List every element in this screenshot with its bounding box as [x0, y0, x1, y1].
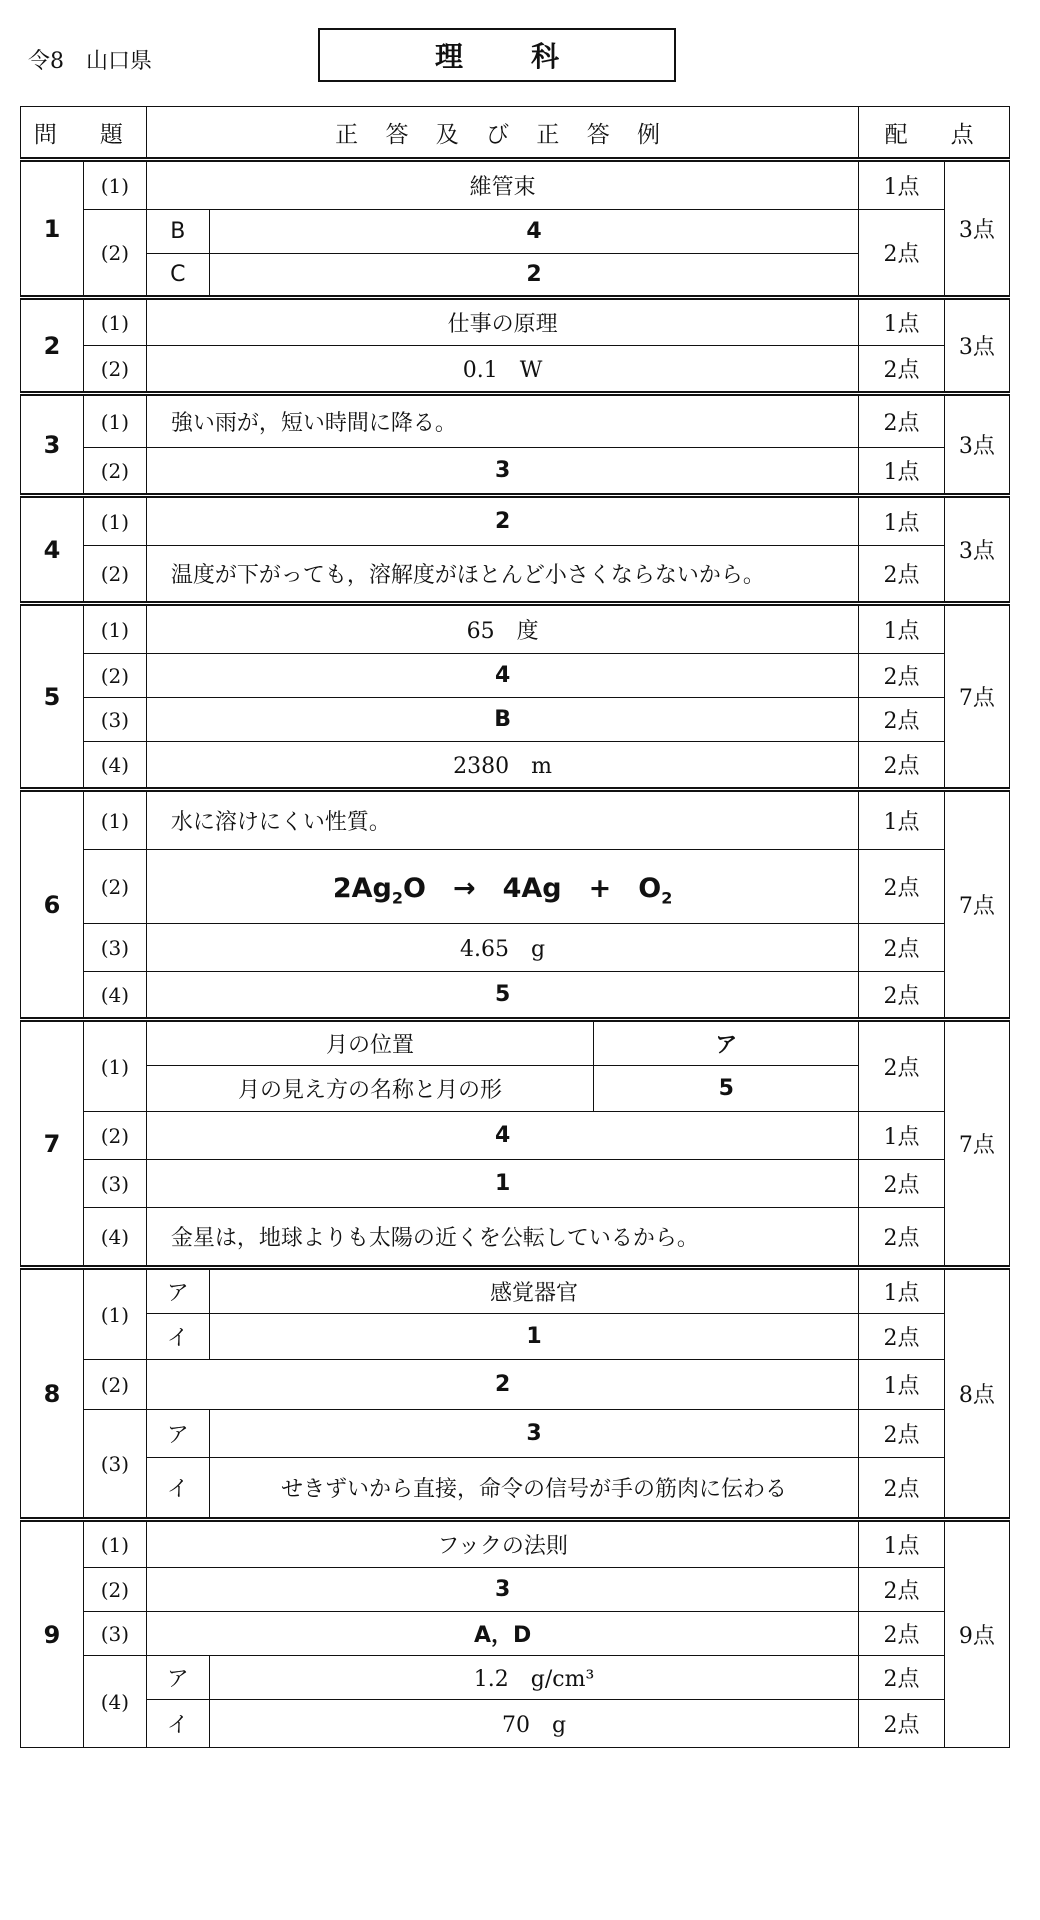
- points-cell: 2点: [859, 1612, 944, 1656]
- answer-cell: 5: [594, 1066, 859, 1112]
- criterion-label: 月の位置: [146, 1020, 593, 1066]
- answer-cell: 65 度: [146, 604, 859, 654]
- answer-cell: 0.1 W: [146, 346, 859, 394]
- points-cell: 1点: [859, 1112, 944, 1160]
- question-number: 1: [21, 160, 84, 298]
- points-cell: 2点: [859, 1410, 944, 1458]
- table-row: [21, 698, 1010, 742]
- answer-cell: 3: [209, 1410, 859, 1458]
- total-points: 7点: [944, 1020, 1009, 1268]
- table-row: [21, 1160, 1010, 1208]
- subject-title-part1: 理: [434, 40, 463, 73]
- question-number: 2: [21, 298, 84, 394]
- sub-label: (1): [83, 1268, 146, 1360]
- header-question: 問 題: [21, 107, 147, 160]
- sub-label: (4): [83, 1208, 146, 1268]
- answer-cell: 2: [209, 254, 859, 298]
- total-points: 3点: [944, 160, 1009, 298]
- sub-label: (3): [83, 1410, 146, 1520]
- table-row: [21, 546, 1010, 604]
- answer-cell: 4.65 g: [146, 924, 859, 972]
- table-row: [21, 654, 1010, 698]
- answer-cell: フックの法則: [146, 1520, 859, 1568]
- sub-label: (2): [83, 210, 146, 298]
- table-row: [21, 1656, 1010, 1700]
- table-header-row: [21, 107, 1010, 160]
- sub-label: (2): [83, 1360, 146, 1410]
- question-number: 8: [21, 1268, 84, 1520]
- sub-label: (4): [83, 1656, 146, 1748]
- points-cell: 2点: [859, 1160, 944, 1208]
- points-cell: 1点: [859, 1360, 944, 1410]
- table-row: [21, 924, 1010, 972]
- answer-cell: ア: [594, 1020, 859, 1066]
- table-row: [21, 1520, 1010, 1568]
- total-points: 7点: [944, 790, 1009, 1020]
- points-cell: 2点: [859, 210, 944, 298]
- points-cell: 2点: [859, 546, 944, 604]
- equation-part: O → 4Ag + O: [403, 872, 662, 904]
- sub-label: (2): [83, 1568, 146, 1612]
- answer-cell: 4: [146, 654, 859, 698]
- table-row: [21, 1458, 1010, 1520]
- sub-label: (4): [83, 972, 146, 1020]
- table-row: [21, 394, 1010, 448]
- answer-cell: 70 g: [209, 1700, 859, 1748]
- sub-label: (1): [83, 1520, 146, 1568]
- table-row: [21, 972, 1010, 1020]
- points-cell: 2点: [859, 1700, 944, 1748]
- equation-subscript: 2: [661, 888, 673, 908]
- table-row: [21, 448, 1010, 496]
- table-row: [21, 1568, 1010, 1612]
- answer-cell: 感覚器官: [209, 1268, 859, 1314]
- sub-label: (3): [83, 1612, 146, 1656]
- points-cell: 1点: [859, 496, 944, 546]
- table-row: [21, 1314, 1010, 1360]
- total-points: 3点: [944, 394, 1009, 496]
- answer-cell: 4: [209, 210, 859, 254]
- sub-label: (2): [83, 546, 146, 604]
- answer-cell: 1: [209, 1314, 859, 1360]
- question-number: 4: [21, 496, 84, 604]
- points-cell: 1点: [859, 448, 944, 496]
- table-row: [21, 742, 1010, 790]
- sub-label: (1): [83, 298, 146, 346]
- table-row: [21, 1112, 1010, 1160]
- table-row: [21, 1612, 1010, 1656]
- table-row: [21, 210, 1010, 254]
- table-row: [21, 790, 1010, 850]
- points-cell: 1点: [859, 1268, 944, 1314]
- answer-cell: 仕事の原理: [146, 298, 859, 346]
- points-cell: 2点: [859, 1314, 944, 1360]
- answer-cell: B: [146, 698, 859, 742]
- points-cell: 2点: [859, 1656, 944, 1700]
- points-cell: 2点: [859, 1568, 944, 1612]
- equation-subscript: 2: [391, 888, 404, 908]
- question-number: 6: [21, 790, 84, 1020]
- points-cell: 2点: [859, 698, 944, 742]
- total-points: 7点: [944, 604, 1009, 790]
- points-cell: 2点: [859, 972, 944, 1020]
- points-cell: 1点: [859, 604, 944, 654]
- part-label: ア: [146, 1410, 209, 1458]
- sub-label: (4): [83, 742, 146, 790]
- criterion-label: 月の見え方の名称と月の形: [146, 1066, 593, 1112]
- part-label: C: [146, 254, 209, 298]
- answer-cell: 3: [146, 448, 859, 496]
- prefecture-label: 令8 山口県: [28, 49, 152, 74]
- answer-cell: 4: [146, 1112, 859, 1160]
- table-row: [21, 1020, 1010, 1066]
- total-points: 9点: [944, 1520, 1009, 1748]
- sub-label: (2): [83, 448, 146, 496]
- table-row: [21, 298, 1010, 346]
- answer-cell: 3: [146, 1568, 859, 1612]
- answer-cell: 維管束: [146, 160, 859, 210]
- question-number: 3: [21, 394, 84, 496]
- part-label: ア: [146, 1268, 209, 1314]
- chemical-equation: [146, 850, 859, 924]
- sub-label: (1): [83, 1020, 146, 1112]
- total-points: 3点: [944, 496, 1009, 604]
- points-cell: 2点: [859, 1208, 944, 1268]
- answer-cell: 金星は，地球よりも太陽の近くを公転しているから。: [146, 1208, 859, 1268]
- table-row: [21, 346, 1010, 394]
- sub-label: (1): [83, 160, 146, 210]
- sub-label: (1): [83, 790, 146, 850]
- points-cell: 2点: [859, 654, 944, 698]
- sub-label: (3): [83, 1160, 146, 1208]
- total-points: 3点: [944, 298, 1009, 394]
- answer-cell: 1.2 g/cm³: [209, 1656, 859, 1700]
- sub-label: (2): [83, 1112, 146, 1160]
- question-number: 9: [21, 1520, 84, 1748]
- points-cell: 2点: [859, 394, 944, 448]
- points-cell: 1点: [859, 1520, 944, 1568]
- sub-label: (1): [83, 394, 146, 448]
- sub-label: (3): [83, 924, 146, 972]
- points-cell: 1点: [859, 298, 944, 346]
- part-label: イ: [146, 1458, 209, 1520]
- part-label: ア: [146, 1656, 209, 1700]
- table-row: [21, 850, 1010, 924]
- points-cell: 2点: [859, 742, 944, 790]
- answer-cell: A，D: [146, 1612, 859, 1656]
- sub-label: (2): [83, 346, 146, 394]
- equation-part: 2Ag: [332, 872, 392, 904]
- answer-cell: 2: [146, 496, 859, 546]
- points-cell: 1点: [859, 160, 944, 210]
- answer-cell: 5: [146, 972, 859, 1020]
- sub-label: (1): [83, 496, 146, 546]
- part-label: B: [146, 210, 209, 254]
- sub-label: (1): [83, 604, 146, 654]
- answer-table: [20, 106, 1010, 1748]
- points-cell: 2点: [859, 346, 944, 394]
- table-row: [21, 604, 1010, 654]
- total-points: 8点: [944, 1268, 1009, 1520]
- table-row: [21, 1410, 1010, 1458]
- points-cell: 2点: [859, 924, 944, 972]
- subject-title: [318, 28, 676, 82]
- answer-cell: 水に溶けにくい性質。: [146, 790, 859, 850]
- part-label: イ: [146, 1314, 209, 1360]
- points-cell: 2点: [859, 850, 944, 924]
- header-answer: 正 答 及 び 正 答 例: [146, 107, 859, 160]
- table-row: [21, 1700, 1010, 1748]
- part-label: イ: [146, 1700, 209, 1748]
- question-number: 7: [21, 1020, 84, 1268]
- points-cell: 2点: [859, 1458, 944, 1520]
- table-row: [21, 1360, 1010, 1410]
- table-row: [21, 1208, 1010, 1268]
- answer-cell: 2380 m: [146, 742, 859, 790]
- sub-label: (2): [83, 850, 146, 924]
- answer-cell: せきずいから直接，命令の信号が手の筋肉に伝わる: [209, 1458, 859, 1520]
- sub-label: (2): [83, 654, 146, 698]
- table-row: [21, 496, 1010, 546]
- sub-label: (3): [83, 698, 146, 742]
- points-cell: 1点: [859, 790, 944, 850]
- points-cell: 2点: [859, 1020, 944, 1112]
- question-number: 5: [21, 604, 84, 790]
- table-row: [21, 1268, 1010, 1314]
- answer-cell: 温度が下がっても，溶解度がほとんど小さくならないから。: [146, 546, 859, 604]
- answer-cell: 2: [146, 1360, 859, 1410]
- answer-cell: 強い雨が，短い時間に降る。: [146, 394, 859, 448]
- header-points: 配 点: [859, 107, 1010, 160]
- answer-cell: 1: [146, 1160, 859, 1208]
- table-row: [21, 160, 1010, 210]
- subject-title-part2: 科: [531, 40, 560, 73]
